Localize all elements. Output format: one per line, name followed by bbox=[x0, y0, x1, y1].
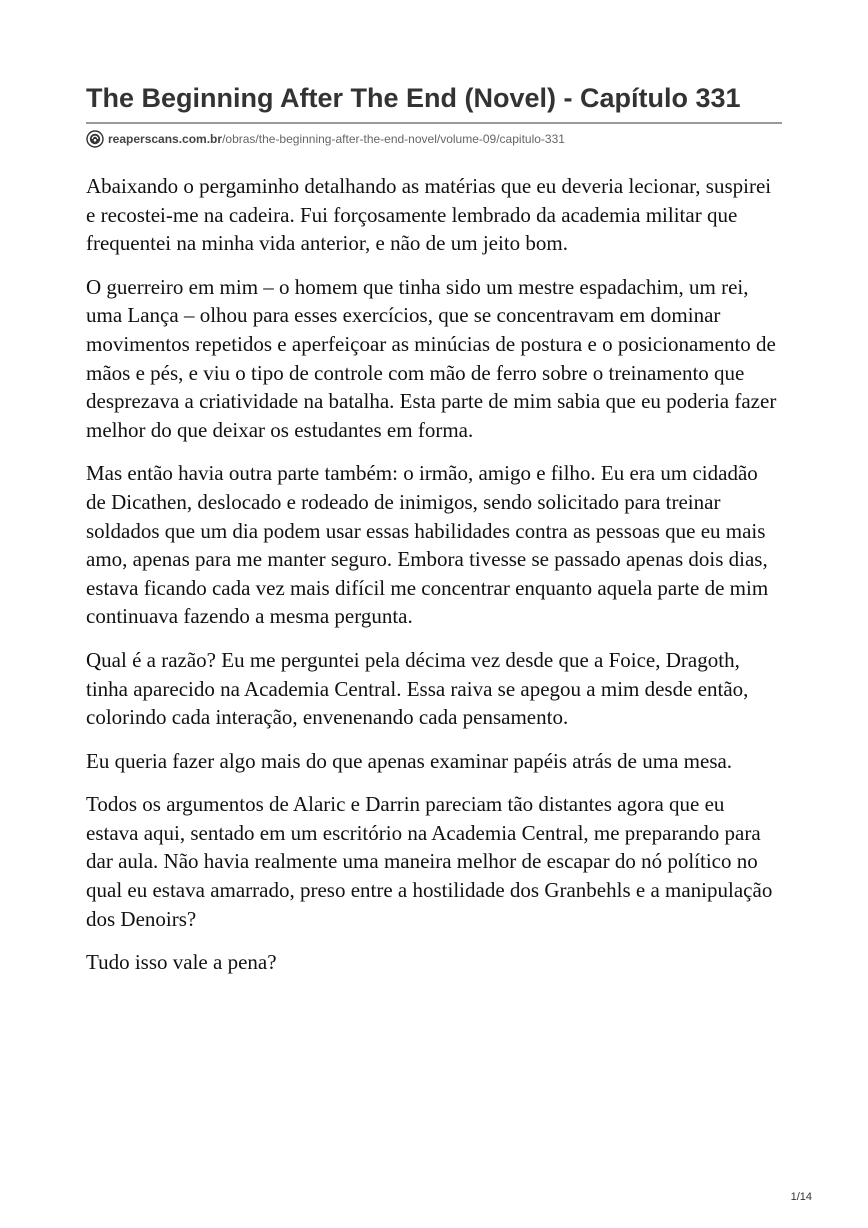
globe-icon bbox=[86, 130, 104, 148]
source-line bbox=[86, 126, 782, 152]
paragraph: Todos os argumentos de Alaric e Darrin pareciam tão distantes agora que eu estava aqui, sentado em um escritório na Academia Central, me preparando para dar aula. Não havia realmente uma maneira melhor de escapar do nó político no qual eu estava amarrado, preso entre a hostilidade dos Granbehls e a manipulação dos Denoirs? bbox=[86, 792, 773, 931]
paragraph: Tudo isso vale a pena? bbox=[86, 950, 277, 975]
paragraph: O guerreiro em mim – o homem que tinha sido um mestre espadachim, um rei, uma Lança – olhou para esses exercícios, que se concentravam em dominar movimentos repetidos e aperfeiçoar as minúcias de postura e o posicionamento de mãos e pés, e viu o tipo de controle com mão de ferro sobre o treinamento que desprezava a criatividade na batalha. Esta parte de mim sabia que eu poderia fazer melhor do que deixar os estudantes em forma. bbox=[86, 274, 777, 442]
document-body bbox=[86, 172, 782, 977]
source-path[interactable]: /obras/the-beginning-after-the-end-novel/volume-09/capitulo-331 bbox=[222, 132, 565, 146]
source-domain[interactable]: reaperscans.com.br bbox=[108, 132, 223, 146]
paragraph: Qual é a razão? Eu me perguntei pela décima vez desde que a Foice, Dragoth, tinha aparecido na Academia Central. Essa raiva se apegou a mim desde então, colorindo cada interação, envenenando cada pensamento. bbox=[86, 647, 749, 730]
document-page bbox=[86, 80, 782, 992]
paragraph: Abaixando o pergaminho detalhando as matérias que eu deveria lecionar, suspirei e recostei-me na cadeira. Fui forçosamente lembrado da academia militar que frequentei na minha vida anterior, e não de um jeito bom. bbox=[86, 174, 772, 256]
page-number: 1/14 bbox=[790, 1191, 812, 1203]
paragraph: Mas então havia outra parte também: o irmão, amigo e filho. Eu era um cidadão de Dicathen, deslocado e rodeado de inimigos, sendo solicitado para treinar soldados que um dia podem usar essas habilidades contra as pessoas que eu mais amo, apenas para me manter seguro. Embora tivesse se passado apenas dois dias, estava ficando cada vez mais difícil me concentrar enquanto aquela parte de mim continuava fazendo a mesma pergunta. bbox=[86, 461, 769, 629]
document-title: The Beginning After The End (Novel) - Capítulo 331 bbox=[86, 80, 782, 124]
paragraph: Eu queria fazer algo mais do que apenas examinar papéis atrás de uma mesa. bbox=[86, 748, 733, 773]
